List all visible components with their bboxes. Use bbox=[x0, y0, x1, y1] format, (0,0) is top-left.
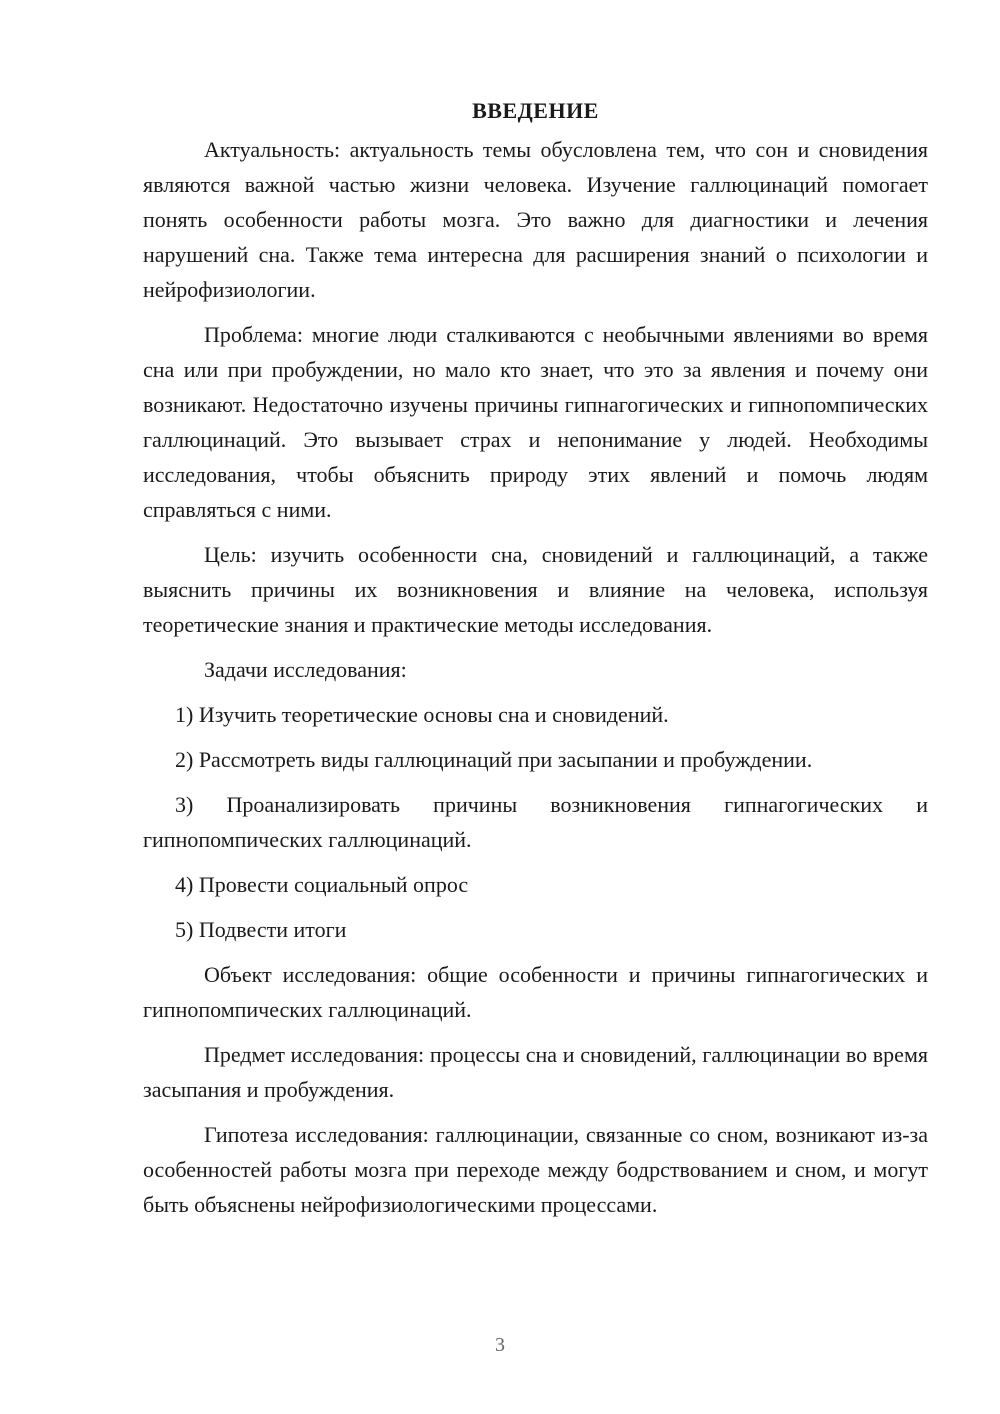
subject-paragraph: Предмет исследования: процессы сна и сновидений, галлюцинации во время засыпания и пробуждения. bbox=[143, 1042, 928, 1102]
page-number: 3 bbox=[495, 1334, 505, 1356]
task-item-5: 5) Подвести итоги bbox=[175, 917, 347, 942]
hypothesis-paragraph: Гипотеза исследования: галлюцинации, связанные со сном, возникают из-за особенностей работы мозга при переходе между бодрствованием и сном, и могут быть объяснены нейрофизиологическими процессами. bbox=[143, 1122, 928, 1217]
goal-paragraph: Цель: изучить особенности сна, сновидений и галлюцинаций, а также выяснить причины их возникновения и влияние на человека, используя теоретические знания и практические методы исследования. bbox=[143, 542, 928, 637]
problem-paragraph: Проблема: многие люди сталкиваются с необычными явлениями во время сна или при пробуждении, но мало кто знает, что это за явления и почему они возникают. Недостаточно изучены причины гипнагогических и гипнопомпических галлюцинаций. Это вызывает страх и непонимание у людей. Необходимы исследования, чтобы объяснить природу этих явлений и помочь людям справляться с ними. bbox=[143, 322, 928, 522]
document-page bbox=[143, 96, 928, 1232]
object-paragraph: Объект исследования: общие особенности и причины гипнагогических и гипнопомпических галлюцинаций. bbox=[143, 962, 928, 1022]
section-title: ВВЕДЕНИЕ bbox=[472, 98, 599, 123]
task-item-3: 3) Проанализировать причины возникновения гипнагогических и гипнопомпических галлюцинаций. bbox=[143, 792, 928, 852]
task-item-2: 2) Рассмотреть виды галлюцинаций при засыпании и пробуждении. bbox=[175, 747, 813, 772]
relevance-paragraph: Актуальность: актуальность темы обусловлена тем, что сон и сновидения являются важной частью жизни человека. Изучение галлюцинаций помогает понять особенности работы мозга. Это важно для диагностики и лечения нарушений сна. Также тема интересна для расширения знаний о психологии и нейрофизиологии. bbox=[143, 137, 928, 302]
task-item-4: 4) Провести социальный опрос bbox=[175, 872, 469, 897]
tasks-heading: Задачи исследования: bbox=[204, 657, 407, 682]
task-item-1: 1) Изучить теоретические основы сна и сновидений. bbox=[175, 702, 669, 727]
